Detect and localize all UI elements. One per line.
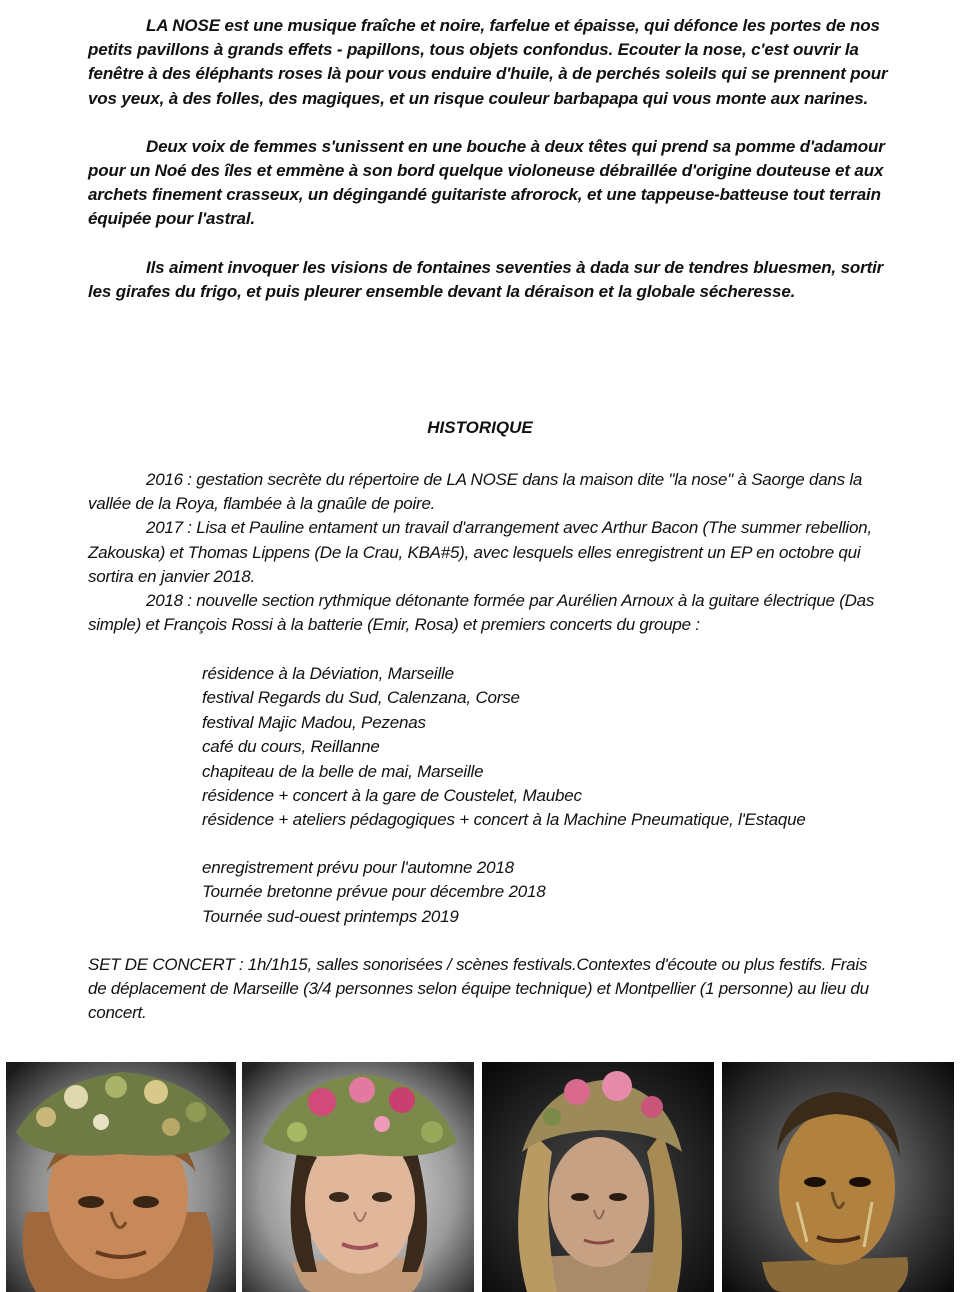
- list-item: enregistrement prévu pour l'automne 2018: [202, 858, 514, 877]
- intro-section: [88, 14, 888, 304]
- band-member-photo-2: [242, 1062, 474, 1292]
- list-item: chapiteau de la belle de mai, Marseille: [202, 761, 484, 781]
- intro-paragraph-1: LA NOSE est une musique fraîche et noire, farfelue et épaisse, qui défonce les portes de nos petits pavillons à grands effets - papillons, tous objets confondus. Ecouter la nose, c'est ouvrir la fenêtre à des éléphants roses là pour vous enduire d'huile, à de perchés soleils qui se prennent pour vos yeux, à des folles, des magiques, et un risque couleur barbapapa qui vous monte aux narines.: [88, 16, 888, 108]
- list-item: festival Majic Madou, Pezenas: [202, 712, 426, 732]
- intro-paragraph-3: Ils aiment invoquer les visions de fontaines seventies à dada sur de tendres bluesmen, sortir les girafes du frigo, et puis pleurer ensemble devant la déraison et la globale sécheresse.: [88, 257, 884, 301]
- band-member-photo-3: [482, 1062, 714, 1292]
- history-2018: 2018 : nouvelle section rythmique détonante formée par Aurélien Arnoux à la guitare électrique (Das simple) et François Rossi à la batterie (Emir, Rosa) et premiers concerts du groupe :: [88, 591, 875, 635]
- historique-heading: HISTORIQUE: [427, 418, 533, 437]
- history-2016: 2016 : gestation secrète du répertoire de LA NOSE dans la maison dite "la nose" à Saorge dans la vallée de la Roya, flambée à la gnaûle de poire.: [88, 470, 863, 514]
- list-item: Tournée sud-ouest printemps 2019: [202, 906, 459, 926]
- band-member-photo-1: [6, 1062, 236, 1292]
- venue-list: [202, 662, 806, 833]
- intro-paragraph-2: Deux voix de femmes s'unissent en une bouche à deux têtes qui prend sa pomme d'adamour pour un Noé des îles et emmène à son bord quelque violoneuse débraillée d'origine douteuse et aux archets finement crasseux, un dégingandé guitariste afrorock, et une tappeuse-batteuse tout terrain équipée pour l'astral.: [88, 136, 885, 229]
- concert-info: SET DE CONCERT : 1h/1h15, salles sonorisées / scènes festivals.Contextes d'écoute ou plus festifs. Frais de déplacement de Marseille (3/4 personnes selon équipe technique) et Montpellier (1 personne) au lieu du concert.: [88, 955, 869, 1023]
- list-item: festival Regards du Sud, Calenzana, Corse: [202, 688, 520, 708]
- historique-section: [88, 468, 888, 637]
- history-2017: 2017 : Lisa et Pauline entament un travail d'arrangement avec Arthur Bacon (The summer rebellion, Zakouska) et Thomas Lippens (De la Crau, KBA#5), avec lesquels elles enregistrent un EP en octobre qui sortira en janvier 2018.: [88, 518, 872, 586]
- band-member-photo-4: [722, 1062, 954, 1292]
- document-page: [88, 14, 888, 1023]
- list-item: Tournée bretonne prévue pour décembre 2018: [202, 882, 546, 902]
- list-item: résidence à la Déviation, Marseille: [202, 664, 454, 683]
- band-photo-strip: [6, 1062, 954, 1292]
- list-item: résidence + ateliers pédagogiques + concert à la Machine Pneumatique, l'Estaque: [202, 810, 806, 830]
- list-item: café du cours, Reillanne: [202, 737, 380, 757]
- list-item: résidence + concert à la gare de Coustelet, Maubec: [202, 786, 582, 806]
- plans-list: [202, 856, 546, 929]
